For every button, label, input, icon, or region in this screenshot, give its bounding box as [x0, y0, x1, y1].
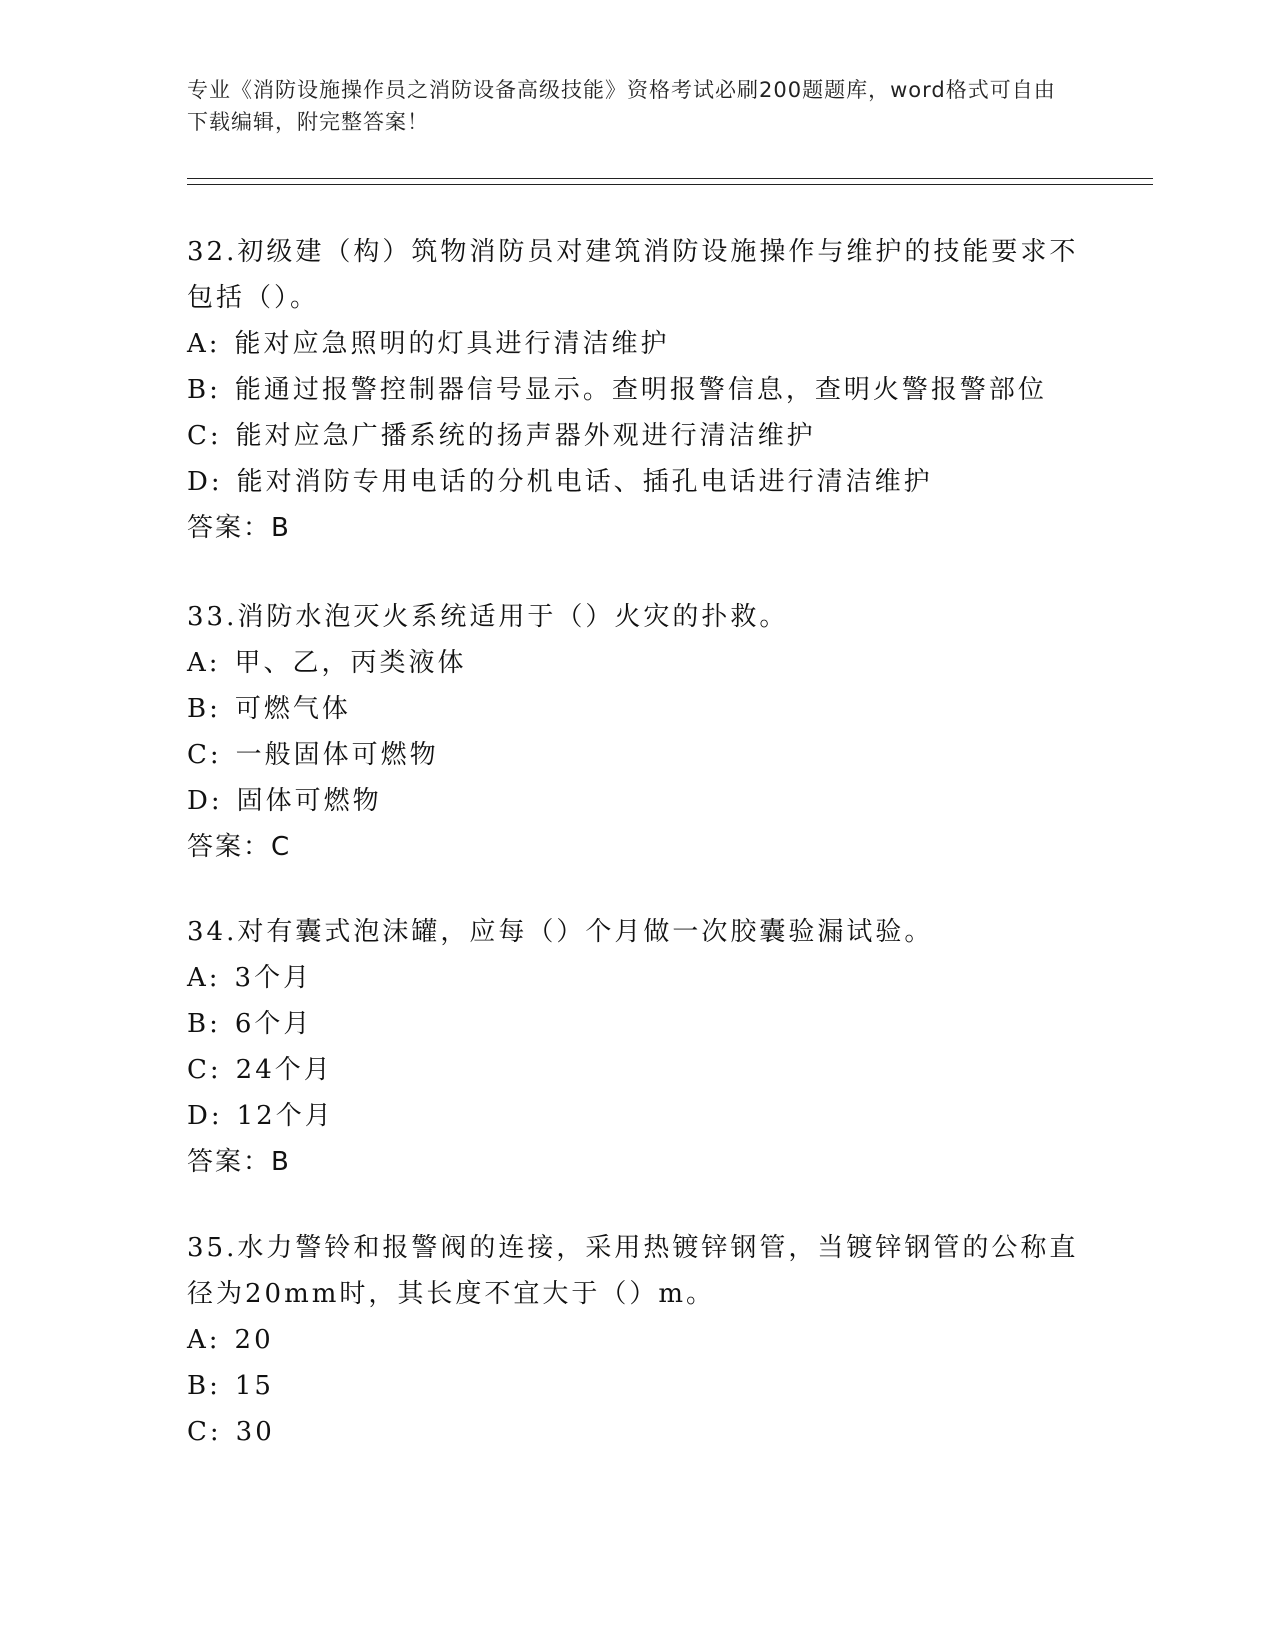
header-rule-bottom: [187, 184, 1153, 185]
answer-line: 答案：C: [187, 832, 292, 862]
option-c: [187, 732, 1087, 778]
option-text: 6个月: [234, 1009, 313, 1039]
option-key: A:: [187, 1325, 221, 1355]
option-key: D:: [187, 467, 223, 497]
option-key: D:: [187, 786, 223, 816]
option-key: A:: [187, 648, 221, 678]
option-key: C:: [187, 1417, 222, 1447]
option-d: [187, 459, 1087, 505]
option-key: C:: [187, 740, 222, 770]
option-text: 一般固体可燃物: [235, 740, 439, 770]
answer-line: 答案：B: [187, 1147, 291, 1177]
option-d: [187, 778, 1087, 824]
option-text: 30: [235, 1417, 275, 1447]
option-text: 15: [234, 1371, 274, 1401]
document-header: [187, 74, 1067, 138]
option-text: 能对应急广播系统的扬声器外观进行清洁维护: [235, 421, 816, 451]
option-text: 3个月: [234, 963, 313, 993]
question-stem-line: 34.对有囊式泡沫罐，应每（）个月做一次胶囊验漏试验。: [187, 917, 934, 947]
option-b: [187, 367, 1087, 413]
option-text: 能对消防专用电话的分机电话、插孔电话进行清洁维护: [236, 467, 933, 497]
question-stem-line: 径为20mm时，其长度不宜大于（）m。: [187, 1279, 716, 1309]
option-text: 12个月: [236, 1101, 334, 1131]
question-stem-line: 35.水力警铃和报警阀的连接，采用热镀锌钢管，当镀锌钢管的公称直: [187, 1233, 1079, 1263]
header-text: 专业《消防设施操作员之消防设备高级技能》资格考试必刷200题题库，word格式可自由下载编辑，附完整答案！: [187, 78, 1056, 134]
option-a: [187, 321, 1087, 367]
option-key: A:: [187, 963, 221, 993]
option-c: [187, 1047, 1087, 1093]
option-c: [187, 1409, 1087, 1455]
option-key: B:: [187, 375, 221, 405]
question-34: [187, 909, 1087, 1185]
option-text: 24个月: [235, 1055, 333, 1085]
option-text: 可燃气体: [234, 694, 351, 724]
option-key: B:: [187, 1009, 221, 1039]
option-d: [187, 1093, 1087, 1139]
option-b: [187, 686, 1087, 732]
option-key: B:: [187, 694, 221, 724]
option-c: [187, 413, 1087, 459]
option-text: 能对应急照明的灯具进行清洁维护: [234, 329, 670, 359]
question-33: [187, 594, 1087, 870]
option-key: A:: [187, 329, 221, 359]
option-key: C:: [187, 421, 222, 451]
option-a: [187, 1317, 1087, 1363]
answer-line: 答案：B: [187, 513, 291, 543]
option-a: [187, 955, 1087, 1001]
option-b: [187, 1001, 1087, 1047]
question-stem-line: 32.初级建（构）筑物消防员对建筑消防设施操作与维护的技能要求不: [187, 237, 1079, 267]
question-stem-line: 包括（）。: [187, 283, 320, 313]
option-key: C:: [187, 1055, 222, 1085]
question-stem-line: 33.消防水泡灭火系统适用于（）火灾的扑救。: [187, 602, 789, 632]
option-a: [187, 640, 1087, 686]
option-text: 能通过报警控制器信号显示。查明报警信息，查明火警报警部位: [234, 375, 1047, 405]
option-text: 甲、乙，丙类液体: [234, 648, 467, 678]
option-text: 固体可燃物: [236, 786, 382, 816]
question-35: [187, 1225, 1087, 1455]
question-32: [187, 229, 1087, 551]
option-b: [187, 1363, 1087, 1409]
option-key: B:: [187, 1371, 221, 1401]
header-rule-top: [187, 178, 1153, 179]
option-key: D:: [187, 1101, 223, 1131]
option-text: 20: [234, 1325, 274, 1355]
